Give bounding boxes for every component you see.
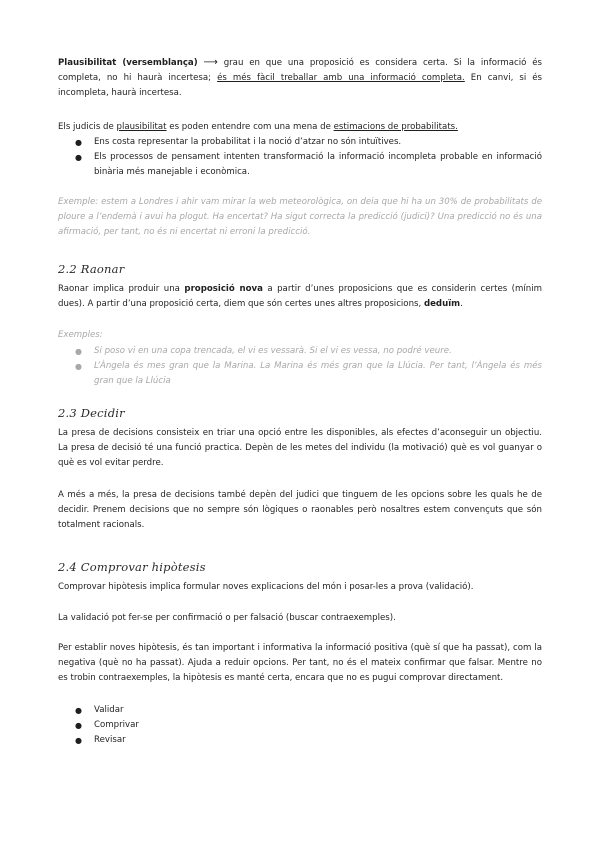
section-heading-test-hypotheses: 2.4 Comprovar hipòtesis xyxy=(58,560,206,574)
reason-text-1: Raonar implica produir una xyxy=(58,284,185,294)
reason-paragraph xyxy=(58,282,542,312)
section-heading-decide: 2.3 Decidir xyxy=(58,406,125,420)
list-item xyxy=(58,733,542,748)
hypotheses-steps-list xyxy=(58,703,542,749)
judgments-text-2: es poden entendre com una mena de xyxy=(166,122,334,132)
arrow-icon: ⟶ xyxy=(203,57,218,68)
list-item xyxy=(58,718,542,733)
list-item xyxy=(58,150,542,180)
reason-text-2: a partir d’unes proposicions que es considerin certes (mínim dues). A partir d’una proposició certa, diem que són certes unes altres proposicions, xyxy=(58,284,542,310)
judgments-text-1: Els judicis de xyxy=(58,122,117,132)
reason-examples-label: Exemples: xyxy=(58,330,103,340)
judgments-underlined-1: plausibilitat xyxy=(116,122,167,132)
judgments-underlined-2: estimacions de probabilitats. xyxy=(333,122,458,132)
list-item-text: Ens costa representar la probabilitat i la noció d’atzar no són intuïtives. xyxy=(94,137,402,147)
reason-bold-1: proposició nova xyxy=(184,284,263,294)
list-item xyxy=(58,344,542,359)
bullet-icon: ● xyxy=(75,706,82,715)
list-item xyxy=(58,359,542,389)
list-item-text: Els processos de pensament intenten transformació la informació incompleta probable en informació binària més manejable i econòmica. xyxy=(94,152,542,178)
decide-paragraph-1: La presa de decisions consisteix en triar una opció entre les disponibles, als efectes d’aconseguir un objectiu. La presa de decisió té una funció practica. Depèn de les metes del individu (la motivació) què es vol guanyar o què es vol evitar perdre. xyxy=(58,428,542,469)
hypotheses-paragraph-1: Comprovar hipòtesis implica formular noves explicacions del món i posar-les a prova (validació). xyxy=(58,582,474,592)
bullet-icon: ● xyxy=(75,347,82,356)
weather-example: Exemple: estem a Londres i ahir vam mirar la web meteorològica, on deia que hi ha un 30% de probabilitats de ploure a l’endemà i avui ha plogut. Ha encertat? Ha sigut correcta la predicció (judici)? Una predicció no és una afirmació, per tant, no és ni encertat ni erroni la predicció. xyxy=(58,197,542,238)
term-plausibility: Plausibilitat (versemblança) xyxy=(58,58,198,68)
judgments-paragraph xyxy=(58,120,542,135)
hypotheses-paragraph-2: La validació pot fer-se per confirmació o per falsació (buscar contraexemples). xyxy=(58,613,396,623)
plausibility-definition xyxy=(58,55,542,102)
definition-text-2: En canvi, si és incompleta, haurà incertesa. xyxy=(58,73,542,99)
reason-examples-list xyxy=(58,344,542,390)
definition-text-1: grau en que una proposició es considera certa. Si la informació és completa, no hi haurà incertesa; xyxy=(58,58,542,84)
section-heading-reason: 2.2 Raonar xyxy=(58,262,125,276)
hypotheses-paragraph-3: Per establir noves hipòtesis, és tan important i informativa la informació positiva (què sí que ha passat), com la negativa (què no ha passat). Ajuda a reduir opcions. Per tant, no és el mateix confirmar que falsar. Mentre no es trobin contraexemples, la hipòtesis es manté certa, encara que no es pugui comprovar directament. xyxy=(58,643,542,684)
reason-text-3: . xyxy=(460,299,463,310)
bullet-icon: ● xyxy=(75,736,82,746)
bullet-icon: ● xyxy=(75,138,82,147)
list-item-text: L’Àngela és mes gran que la Marina. La Marina és més gran que la Llúcia. Per tant, l’Àngela és més gran que la Llúcia xyxy=(94,361,542,387)
list-item-text: Comprivar xyxy=(94,720,139,731)
list-item-text: Validar xyxy=(94,705,124,715)
judgments-bullet-list xyxy=(58,135,542,181)
list-item xyxy=(58,135,542,150)
list-item xyxy=(58,703,542,718)
list-item-text: Si poso vi en una copa trencada, el vi es vessarà. Si el vi es vessa, no podré veure. xyxy=(94,346,452,356)
bullet-icon: ● xyxy=(75,362,82,372)
reason-bold-2: deduïm xyxy=(423,299,461,310)
bullet-icon: ● xyxy=(75,721,82,731)
list-item-text: Revisar xyxy=(94,735,126,746)
definition-underlined: és més fàcil treballar amb una informació completa. xyxy=(217,73,465,84)
bullet-icon: ● xyxy=(75,153,82,163)
decide-paragraph-2: A més a més, la presa de decisions també depèn del judici que tinguem de les opcions sobre les quals he de decidir. Prenem decisions que no sempre són lògiques o raonables però nosaltres estem convençuts que són totalment racionals. xyxy=(58,490,542,531)
